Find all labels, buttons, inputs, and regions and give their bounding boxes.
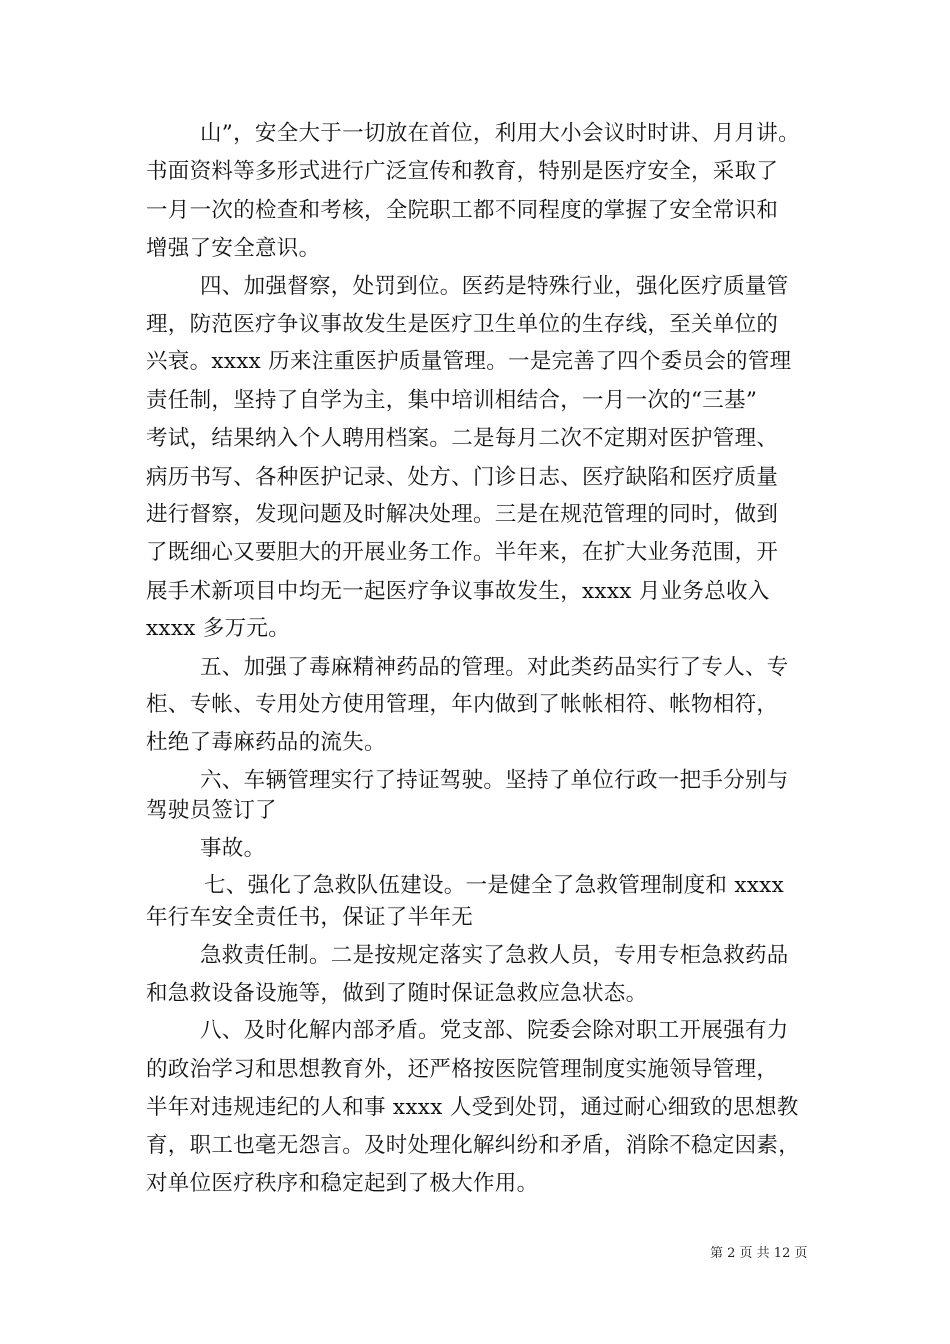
paragraph-line: xxxx 多万元。 — [146, 616, 291, 641]
paragraph-line: 和急救设备设施等，做到了随时保证急救应急状态。 — [146, 981, 648, 1006]
paragraph-line: 一月一次的检查和考核，全院职工都不同程度的掌握了安全常识和 — [146, 198, 779, 223]
paragraph-line: 四、加强督察，处罚到位。医药是特殊行业，强化医疗质量管 — [200, 274, 789, 299]
paragraph-line: 进行督察，发现问题及时解决处理。三是在规范管理的同时，做到 — [146, 502, 779, 527]
paragraph-line: 年行车安全责任书，保证了半年无 — [146, 905, 474, 930]
paragraph-line: 对单位医疗秩序和稳定起到了极大作用。 — [146, 1171, 539, 1196]
page-number: 第 2 页 共 12 页 — [710, 1246, 808, 1261]
paragraph-line: 六、车辆管理实行了持证驾驶。坚持了单位行政一把手分别与 — [200, 768, 789, 793]
paragraph-line: 柜、专帐、专用处方使用管理，年内做到了帐帐相符、帐物相符， — [146, 692, 779, 717]
paragraph-line: 五、加强了毒麻精神药品的管理。对此类药品实行了专人、专 — [200, 655, 789, 680]
paragraph-line: 八、及时化解内部矛盾。党支部、院委会除对职工开展强有力 — [200, 1018, 789, 1043]
paragraph-line: 书面资料等多形式进行广泛宣传和教育，特别是医疗安全，采取了 — [146, 159, 779, 184]
paragraph-line: 事故。 — [200, 836, 266, 861]
paragraph-line: 理，防范医疗争议事故发生是医疗卫生单位的生存线，至关单位的 — [146, 312, 779, 337]
paragraph-line: 半年对违规违纪的人和事 xxxx 人受到处罚，通过耐心细致的思想教 — [146, 1095, 799, 1120]
paragraph-line: 展手术新项目中均无一起医疗争议事故发生，xxxx 月业务总收入 — [146, 579, 770, 604]
paragraph-line: 急救责任制。二是按规定落实了急救人员，专用专柜急救药品 — [200, 943, 789, 968]
paragraph-line: 育，职工也毫无怨言。及时处理化解纠纷和矛盾，消除不稳定因素， — [146, 1133, 801, 1158]
paragraph-line: 的政治学习和思想教育外，还严格按医院管理制度实施领导管理， — [146, 1057, 779, 1082]
paragraph-line: 杜绝了毒麻药品的流失。 — [146, 730, 386, 755]
paragraph-line: 山”，安全大于一切放在首位，利用大小会议时时讲、月月讲。 — [200, 121, 800, 146]
paragraph-line: 责任制，坚持了自学为主，集中培训相结合，一月一次的“三基” — [146, 388, 758, 413]
paragraph-line: 增强了安全意识。 — [146, 236, 321, 261]
paragraph-line: 病历书写、各种医护记录、处方、门诊日志、医疗缺陷和医疗质量 — [146, 465, 779, 490]
paragraph-line: 驾驶员签订了 — [146, 798, 277, 823]
paragraph-line: 了既细心又要胆大的开展业务工作。半年来，在扩大业务范围，开 — [146, 540, 779, 565]
paragraph-line: 考试，结果纳入个人聘用档案。二是每月二次不定期对医护管理、 — [146, 426, 779, 451]
paragraph-line: 兴衰。xxxx 历来注重医护质量管理。一是完善了四个委员会的管理 — [146, 349, 792, 374]
paragraph-line: 七、强化了急救队伍建设。一是健全了急救管理制度和 xxxx — [204, 873, 785, 898]
